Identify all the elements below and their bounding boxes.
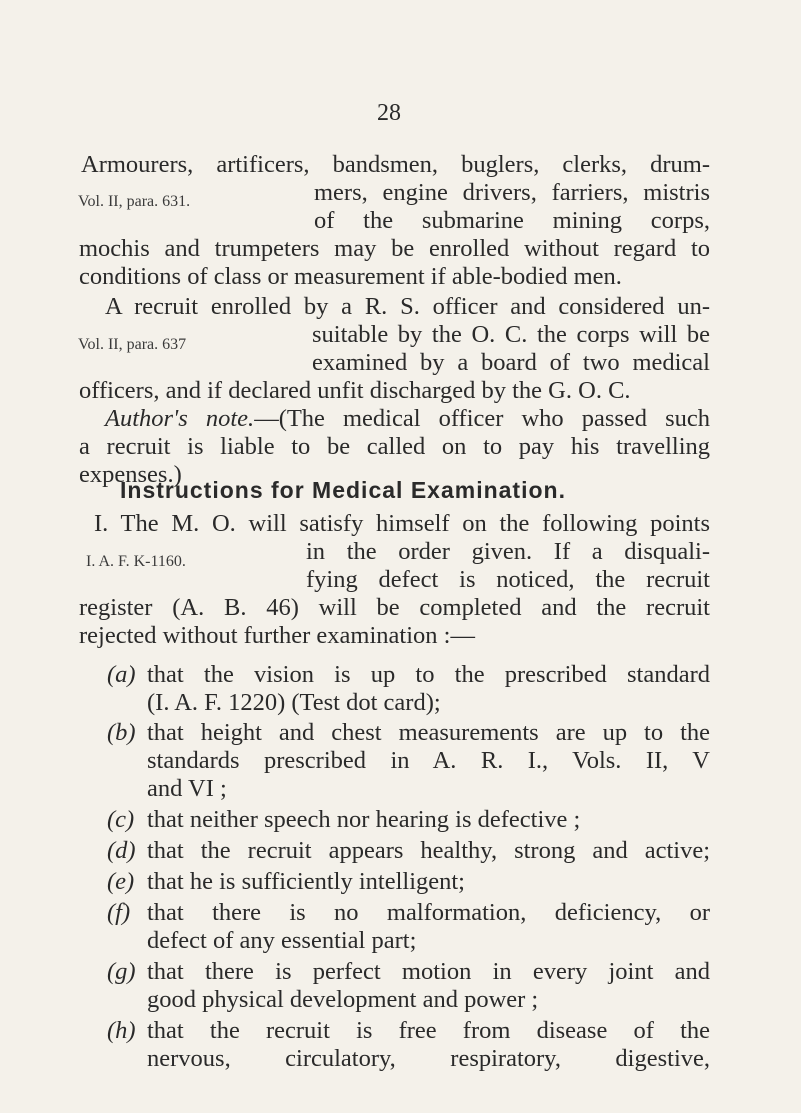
paragraph-line: mers, engine drivers, farriers, mistris: [314, 179, 710, 206]
paragraph-line: A recruit enrolled by a R. S. officer and considered un-: [105, 293, 710, 320]
item-line: nervous, circulatory, respiratory, digestive,: [147, 1045, 710, 1072]
item-line: that the recruit is free from disease of the: [147, 1017, 710, 1044]
item-label: (b): [107, 719, 136, 746]
item-line: standards prescribed in A. R. I., Vols. II, V: [147, 747, 710, 774]
margin-reference: I. A. F. K-1160.: [86, 553, 186, 570]
paragraph-line: suitable by the O. C. the corps will be: [312, 321, 710, 348]
item-line: defect of any essential part;: [147, 927, 417, 954]
paragraph-line: in the order given. If a disquali-: [306, 538, 710, 565]
paragraph-line: fying defect is noticed, the recruit: [306, 566, 710, 593]
item-line: that neither speech nor hearing is defective ;: [147, 806, 581, 833]
item-line: that he is sufficiently intelligent;: [147, 868, 465, 895]
margin-reference: Vol. II, para. 637: [78, 336, 187, 353]
page-number: 28: [377, 100, 401, 126]
paragraph-line: rejected without further examination :—: [79, 622, 475, 649]
paragraph-line: examined by a board of two medical: [312, 349, 710, 376]
authors-note-line: expenses.): [79, 461, 182, 488]
paragraph-line: mochis and trumpeters may be enrolled without regard to: [79, 235, 710, 262]
paragraph-line: officers, and if declared unfit discharged by the G. O. C.: [79, 377, 631, 404]
item-label: (a): [107, 661, 136, 688]
paragraph-line: Armourers, artificers, bandsmen, buglers, clerks, drum-: [81, 151, 710, 178]
item-line: (I. A. F. 1220) (Test dot card);: [147, 689, 441, 716]
item-line: that the vision is up to the prescribed standard: [147, 661, 710, 688]
paragraph-line: I. The M. O. will satisfy himself on the following points: [94, 510, 710, 537]
item-line: that there is perfect motion in every joint and: [147, 958, 710, 985]
item-line: that the recruit appears healthy, strong and active;: [147, 837, 710, 864]
paragraph-line: conditions of class or measurement if able-bodied men.: [79, 263, 622, 290]
item-label: (c): [107, 806, 135, 833]
paragraph-line: of the submarine mining corps,: [314, 207, 710, 234]
authors-note-label: Author's note.: [105, 405, 255, 432]
item-line: that height and chest measurements are up to the: [147, 719, 710, 746]
item-label: (h): [107, 1017, 136, 1044]
authors-note-text: —(The medical officer who passed such: [254, 405, 710, 432]
item-label: (d): [107, 837, 136, 864]
item-label: (g): [107, 958, 136, 985]
section-heading: Instructions for Medical Examination.: [120, 477, 566, 503]
paragraph-line: register (A. B. 46) will be completed and the recruit: [79, 594, 710, 621]
item-line: good physical development and power ;: [147, 986, 539, 1013]
authors-note-line: a recruit is liable to be called on to pay his travelling: [79, 433, 710, 460]
item-label: (f): [107, 899, 131, 926]
margin-reference: Vol. II, para. 631.: [78, 193, 191, 210]
item-line: that there is no malformation, deficiency, or: [147, 899, 710, 926]
item-label: (e): [107, 868, 135, 895]
authors-note-line: [105, 404, 710, 434]
item-line: and VI ;: [147, 775, 227, 802]
